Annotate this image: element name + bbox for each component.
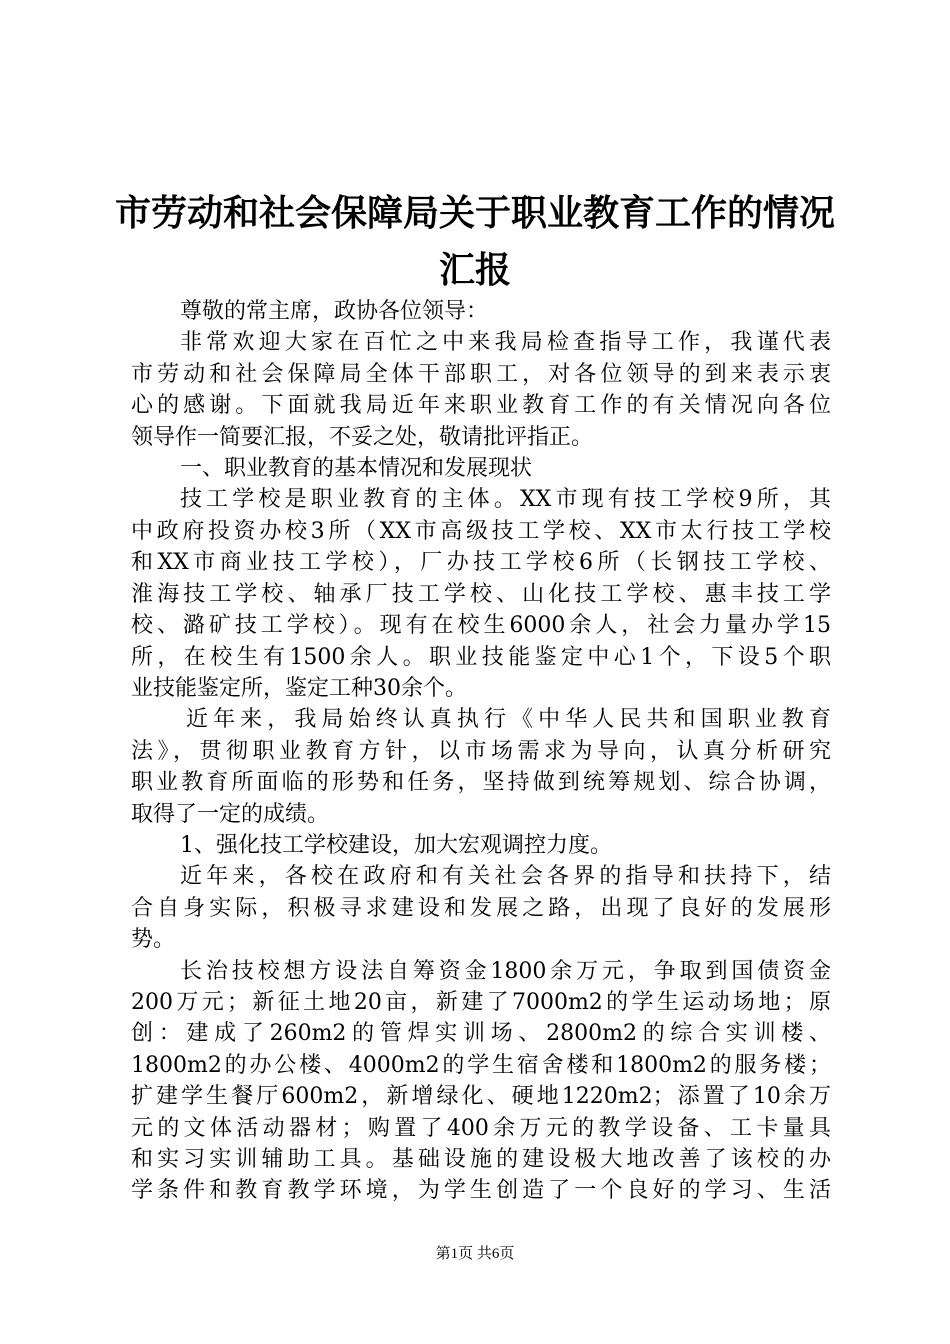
salutation: 尊敬的常主席，政协各位领导： [180,299,489,324]
body-line: 势。 [131,927,176,952]
body-line: 200万元；新征土地20亩，新建了7000m2的学生运动场地；原 [131,990,831,1015]
body-line: 和实习实训辅助工具。基础设施的建设极大地改善了该校的办 [131,1147,831,1172]
subsection-heading: 1、强化技工学校建设，加大宏观调控力度。 [180,833,612,858]
body-line: 元的文体活动器材；购置了400余万元的教学设备、工卡量具 [131,1116,831,1141]
body-line: 淮海技工学校、轴承厂技工学校、山化技工学校、惠丰技工学 [131,582,831,607]
document-title-line-2: 汇报 [438,249,511,291]
body-line: 1800m2的办公楼、4000m2的学生宿舍楼和1800m2的服务楼； [131,1053,831,1078]
body-line: 法》，贯彻职业教育方针，以市场需求为导向，认真分析研究 [131,739,831,764]
body-line: 合自身实际，积极寻求建设和发展之路，出现了良好的发展形 [131,896,831,921]
body-line: 创：建成了260m2的管焊实训场、2800m2的综合实训楼、 [131,1021,831,1046]
body-line: 扩建学生餐厅600m2，新增绿化、硬地1220m2；添置了10余万 [131,1084,831,1109]
body-line: 心的感谢。下面就我局近年来职业教育工作的有关情况向各位 [131,393,831,418]
body-line: 非常欢迎大家在百忙之中来我局检查指导工作，我谨代表 [180,330,831,355]
body-line: 取得了一定的成绩。 [131,802,330,827]
body-line: 学条件和教育教学环境，为学生创造了一个良好的学习、生活 [131,1178,831,1203]
section-heading: 一、职业教育的基本情况和发展现状 [180,456,533,481]
page-footer: 第1页 共6页 [435,1246,515,1262]
body-line: 长治技校想方设法自筹资金1800余万元，争取到国债资金 [180,959,831,984]
body-line: 校、潞矿技工学校）。现有在校生6000余人，社会力量办学15 [131,613,831,638]
body-line: 和XX市商业技工学校），厂办技工学校6所（长钢技工学校、 [131,550,831,575]
body-line: 所，在校生有1500余人。职业技能鉴定中心1个，下设5个职 [131,645,831,670]
document-title-line-1: 市劳动和社会保障局关于职业教育工作的情况 [114,192,835,234]
body-line: 技工学校是职业教育的主体。XX市现有技工学校9所，其 [180,487,831,512]
body-line: 近年来，我局始终认真执行《中华人民共和国职业教育 [186,707,831,732]
body-line: 业技能鉴定所，鉴定工种30余个。 [131,676,467,701]
body-line: 领导作一简要汇报，不妥之处，敬请批评指正。 [131,425,594,450]
body-line: 市劳动和社会保障局全体干部职工，对各位领导的到来表示衷 [131,362,831,387]
body-line: 近年来，各校在政府和有关社会各界的指导和扶持下，结 [180,864,831,889]
body-line: 职业教育所面临的形势和任务，坚持做到统筹规划、综合协调， [131,770,831,795]
body-line: 中政府投资办校3所（XX市高级技工学校、XX市太行技工学校 [131,519,831,544]
